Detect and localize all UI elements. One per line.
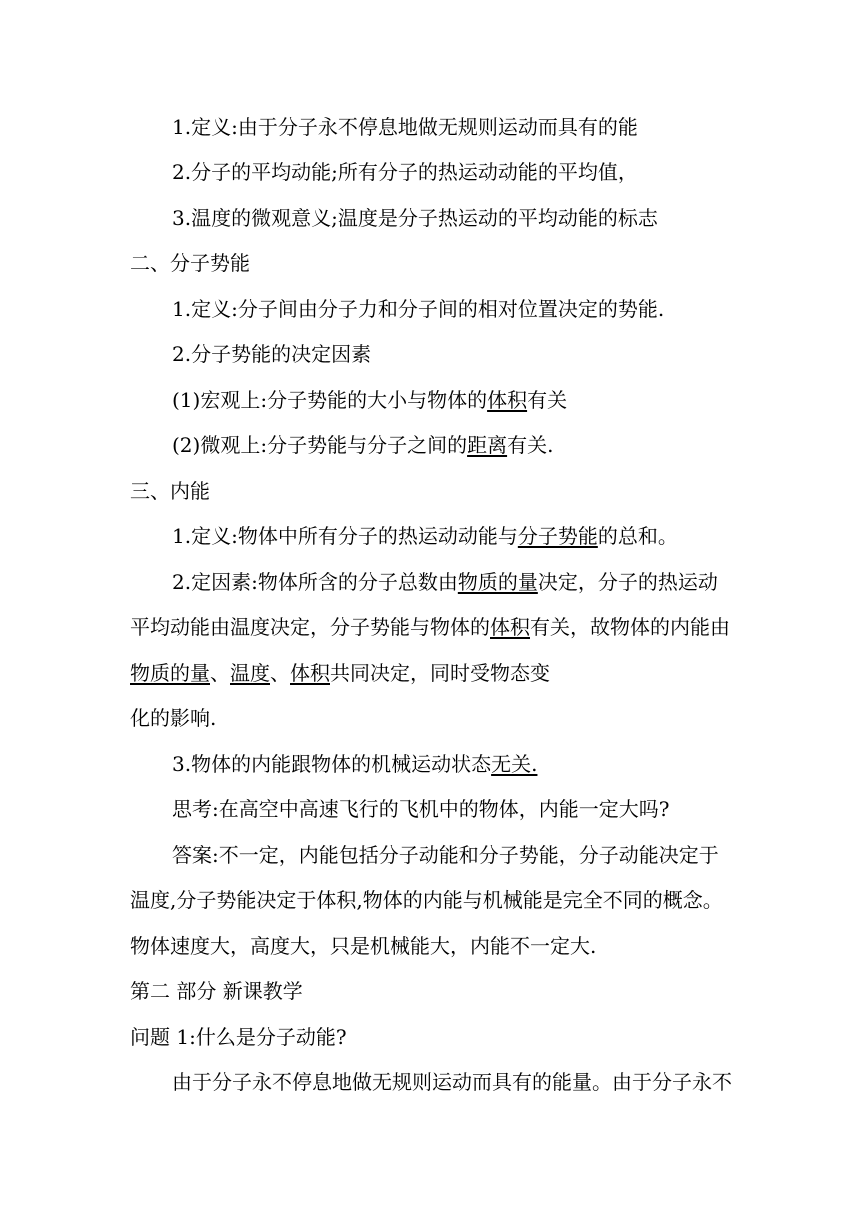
line-13 [130, 659, 550, 687]
text-segment: 温度,分子势能决定于体积,物体的内能与机械能是完全不同的概念。 [130, 888, 723, 912]
line-2 [172, 158, 638, 186]
answer-line-3 [130, 932, 596, 960]
underlined-term: 温度 [230, 661, 270, 685]
text-segment: 、 [270, 661, 290, 685]
answer-line-1 [172, 841, 719, 869]
underlined-term: 距离 [467, 433, 508, 457]
text-segment: 共同决定，同时受物态变 [330, 661, 550, 685]
line-3 [172, 204, 658, 232]
text-segment: 1.定义:分子间由分子力和分子间的相对位置决定的势能. [172, 297, 665, 321]
section-heading-2 [130, 249, 250, 277]
line-5 [172, 295, 664, 323]
text-segment: 三、内能 [130, 479, 210, 503]
text-segment: 2.分子的平均动能;所有分子的热运动动能的平均值， [172, 160, 638, 184]
text-segment: 的总和。 [597, 524, 678, 548]
text-segment: 化的影响. [130, 706, 217, 730]
line-6 [172, 340, 371, 368]
text-segment: 3.物体的内能跟物体的机械运动状态 [172, 752, 492, 776]
underlined-term: 分子势能 [517, 524, 598, 548]
text-segment: 有关，故物体的内能由 [530, 615, 730, 639]
text-segment: (2)微观上:分子势能与分子之间的 [172, 433, 468, 457]
underlined-term: 物质的量 [130, 661, 210, 685]
answer-line-2 [130, 886, 723, 914]
underlined-term: 体积 [487, 388, 528, 412]
text-segment: 二、分子势能 [130, 251, 250, 275]
text-segment: 有关 [527, 388, 568, 412]
line-7 [172, 386, 567, 414]
text-segment: 平均动能由温度决定，分子势能与物体的 [130, 615, 490, 639]
text-segment: 第二 部分 新课教学 [130, 979, 303, 1003]
line-14 [130, 704, 216, 732]
line-8 [172, 431, 553, 459]
underlined-term: 体积 [290, 661, 330, 685]
underlined-term: 无关. [491, 752, 538, 776]
paragraph-line [172, 1068, 732, 1096]
text-segment: 决定，分子的热运动 [537, 570, 718, 594]
text-segment: 2.定因素:物体所含的分子总数由 [172, 570, 458, 594]
text-segment: 答案:不一定，内能包括分子动能和分子势能，分子动能决定于 [172, 843, 719, 867]
text-segment: 由于分子永不停息地做无规则运动而具有的能量。由于分子永不 [172, 1070, 732, 1094]
line-15 [172, 750, 537, 778]
text-segment: 1.定义:由于分子永不停息地做无规则运动而具有的能 [172, 115, 638, 139]
line-11 [172, 568, 718, 596]
text-segment: 2.分子势能的决定因素 [172, 342, 372, 366]
line-1 [172, 113, 638, 141]
underlined-term: 体积 [490, 615, 530, 639]
text-segment: 、 [210, 661, 230, 685]
underlined-term: 物质的量 [457, 570, 538, 594]
part-heading [130, 977, 303, 1005]
think-question [172, 795, 669, 823]
question-heading [130, 1023, 347, 1051]
section-heading-3 [130, 477, 210, 505]
line-10 [172, 522, 678, 550]
text-segment: 问题 1:什么是分子动能? [130, 1025, 347, 1049]
text-segment: 思考:在高空中高速飞行的飞机中的物体，内能一定大吗? [172, 797, 670, 821]
text-segment: 物体速度大，高度大，只是机械能大，内能不一定大. [130, 934, 597, 958]
line-12 [130, 613, 730, 641]
text-segment: 1.定义:物体中所有分子的热运动动能与 [172, 524, 518, 548]
text-segment: 3.温度的微观意义;温度是分子热运动的平均动能的标志 [172, 206, 658, 230]
text-segment: 有关. [507, 433, 554, 457]
text-segment: (1)宏观上:分子势能的大小与物体的 [172, 388, 488, 412]
